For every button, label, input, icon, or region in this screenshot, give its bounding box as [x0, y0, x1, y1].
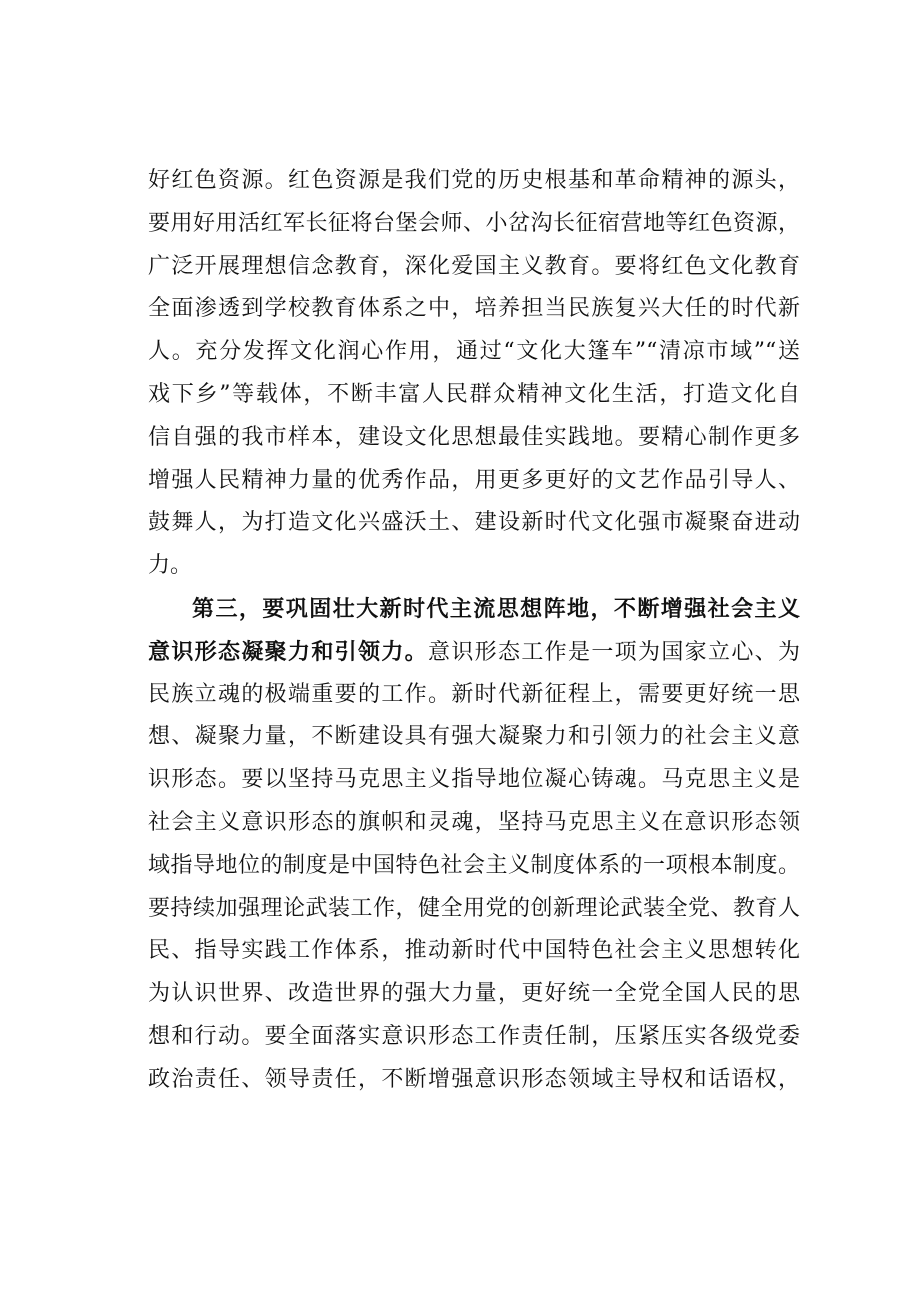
text-line: 增强人民精神力量的优秀作品，用更多更好的文艺作品引导人、 — [148, 467, 800, 493]
text-line: 域指导地位的制度是中国特色社会主义制度体系的一项根本制度。 — [148, 852, 800, 878]
text-line: 信自强的我市样本，建设文化思想最佳实践地。要精心制作更多 — [148, 424, 800, 450]
paragraph-heading-line: 第三，要巩固壮大新时代主流思想阵地，不断增强社会主义 — [192, 595, 800, 622]
text-line: 鼓舞人，为打造文化兴盛沃土、建设新时代文化强市凝聚奋进动 — [148, 510, 800, 536]
document-body — [148, 160, 800, 1102]
text-line: 好红色资源。红色资源是我们党的历史根基和革命精神的源头， — [148, 168, 800, 193]
text-line: 识形态。要以坚持马克思主义指导地位凝心铸魂。马克思主义是 — [148, 767, 800, 793]
text-line: 政治责任、领导责任，不断增强意识形态领域主导权和话语权， — [148, 1066, 800, 1092]
paragraph-ideology — [148, 588, 800, 1102]
text-line: 广泛开展理想信念教育，深化爱国主义教育。要将红色文化教育 — [148, 253, 800, 279]
text-line: 要持续加强理论武装工作，健全用党的创新理论武装全党、教育人 — [148, 895, 800, 921]
text-line: 戏下乡”等载体，不断丰富人民群众精神文化生活，打造文化自 — [148, 381, 800, 407]
text-span: 意识形态工作是一项为国家立心、为 — [428, 639, 800, 665]
text-line: 全面渗透到学校教育体系之中，培养担当民族复兴大任的时代新 — [148, 296, 800, 322]
text-line: 为认识世界、改造世界的强大力量，更好统一全党全国人民的思 — [148, 981, 800, 1007]
text-line: 社会主义意识形态的旗帜和灵魂，坚持马克思主义在意识形态领 — [148, 809, 800, 835]
paragraph-heading-end: 意识形态凝聚力和引领力。 — [148, 638, 428, 665]
text-line — [148, 631, 800, 674]
text-line: 想、凝聚力量，不断建设具有强大凝聚力和引领力的社会主义意 — [148, 724, 800, 750]
text-line: 人。充分发挥文化润心作用，通过“文化大篷车”“清凉市域”“送 — [148, 339, 800, 365]
paragraph-red-resources — [148, 160, 800, 588]
text-line: 民、指导实践工作体系，推动新时代中国特色社会主义思想转化 — [148, 938, 800, 964]
text-line: 要用好用活红军长征将台堡会师、小岔沟长征宿营地等红色资源， — [148, 210, 800, 236]
text-line: 民族立魂的极端重要的工作。新时代新征程上，需要更好统一思 — [148, 681, 800, 707]
text-line: 力。 — [148, 553, 193, 579]
text-line: 想和行动。要全面落实意识形态工作责任制，压紧压实各级党委 — [148, 1023, 800, 1049]
